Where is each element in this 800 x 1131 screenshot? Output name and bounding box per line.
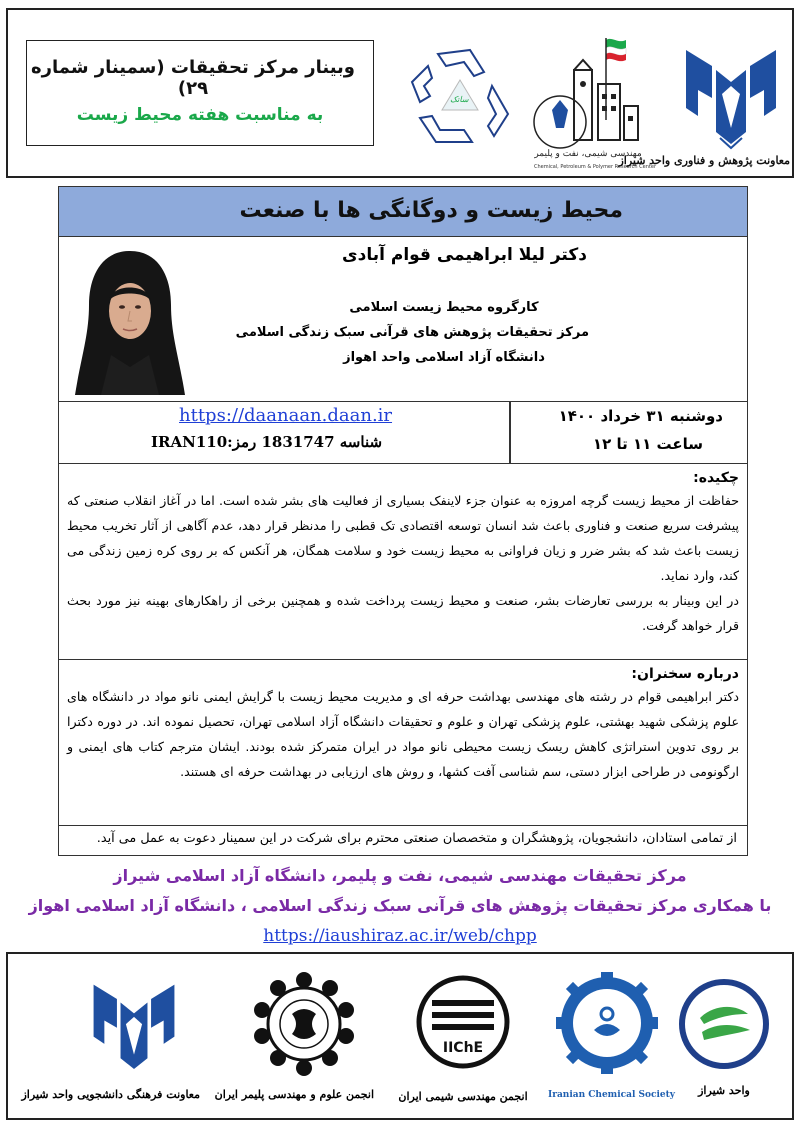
organizer-partner: با همکاری مرکز تحقیقات پژوهش های قرآنی سبک زندگی اسلامی ، دانشگاه آزاد اسلامی اهواز <box>28 896 772 915</box>
webinar-link[interactable]: https://daanaan.daan.ir <box>179 405 393 426</box>
seminar-title: محیط زیست و دوگانگی ها با صنعت <box>239 198 623 223</box>
speaker-affiliation-university: دانشگاه آزاد اسلامی واحد اهواز <box>343 350 545 365</box>
session-date: دوشنبه ۳۱ خرداد ۱۴۰۰ <box>558 407 723 425</box>
iau-logo <box>618 36 790 178</box>
speaker-bio-section <box>59 660 747 826</box>
abstract-paragraph-2: در این وبینار به بررسی تعارضات بشر، صنعت و محیط زیست پرداخت شده و همچنین برخی از راهکارهای بهینه نیز مورد بحث قرار خواهد گرفت. <box>67 593 739 633</box>
abstract-section <box>59 464 747 660</box>
speaker-affiliation-center: مرکز تحقیقات پژوهش های قرآنی سبک زندگی اسلامی <box>235 325 589 340</box>
shiraz-startup-caption: واحد شیراز <box>698 1084 750 1097</box>
chemical-society-caption: Iranian Chemical Society <box>548 1090 676 1100</box>
bio-paragraph: دکتر ابراهیمی قوام در رشته های مهندسی بهداشت حرفه ای و مدیریت محیط زیست با گرایش ایمنی نانو مواد در دانشگاه های علوم پزشکی شهید بهشتی، علوم پزشکی تهران و علوم و تحقیقات دانشگاه آزاد اسلامی تهران، تحصیل نموده اند. در دوره دکترا بر روی تدوین استراتژی کاهش ریسک زیست محیطی نانو مواد در ایران متمرکز شده بودند. ایشان مترجم کتاب های ایمنی و ارگونومی در طراحی ابزار دستی، سم شناسی آفت کشها، و روش های ارزیابی در بهداشت حرفه ای هستند. <box>67 689 739 779</box>
chemical-society-logo <box>548 964 676 1110</box>
session-info-section <box>59 402 747 464</box>
organizer-primary: مرکز تحقیقات مهندسی شیمی، نفت و پلیمر، دانشگاه آزاد اسلامی شیراز <box>113 866 687 885</box>
svg-text:IIChE: IIChE <box>442 1040 484 1056</box>
abstract-paragraph-1: حفاظت از محیط زیست گرچه امروزه به عنوان جزء لاینفک بسیاری از فعالیت های بشر شده است. اما در آغاز انقلاب صنعتی که پیشرفت سریع صنعت و فناوری باعث شد انسان توسعه اقتصادی تک قطبی را مدنظر قرار دهد، عدم آگاهی از آثار تخریب محیط زیست باعث شد که بشر ضرر و زیان فراوانی به محیط زیست خود و سلامت همگان، هر آنکس که بر روی کره زمین زندگی می کند، وارد نماید. <box>67 493 739 583</box>
webinar-occasion: به مناسبت هفته محیط زیست <box>76 105 324 125</box>
meeting-credentials: شناسه 1831747 رمز:IRAN110 <box>151 433 383 451</box>
organizer-link[interactable]: https://iaushiraz.ac.ir/web/chpp <box>263 926 537 946</box>
invitation-text: از تمامی استادان، دانشجویان، پژوهشگران و متخصصان صنعتی محترم برای شرکت در این سمینار دعوت به عمل می آید. <box>96 831 737 846</box>
abstract-heading: چکیده: <box>693 470 739 486</box>
seminar-card <box>58 186 748 856</box>
iau-student-logo <box>21 972 200 1112</box>
cppc-caption-en: Chemical, Petroleum & Polymer Research Center <box>533 164 657 170</box>
recycle-logo <box>400 36 520 156</box>
speaker-affiliation-group: کارگروه محیط زیست اسلامی <box>349 300 539 315</box>
iche-logo <box>398 970 528 1116</box>
session-time: ساعت ۱۱ تا ۱۲ <box>592 435 703 453</box>
footer-frame <box>6 952 794 1120</box>
polymer-society-caption: انجمن علوم و مهندسی پلیمر ایران <box>214 1088 374 1101</box>
satak-logo-text: ساتک <box>450 95 469 104</box>
shiraz-startup-logo <box>674 974 774 1114</box>
iau-student-caption: معاونت فرهنگی دانشجویی واحد شیراز <box>21 1088 200 1101</box>
polymer-society-logo <box>214 968 374 1114</box>
speaker-section <box>59 237 747 402</box>
cppc-caption-fa: مهندسی شیمی، نفت و پلیمر <box>534 149 642 159</box>
header-frame <box>6 8 794 178</box>
card-title-bar <box>59 187 747 237</box>
iau-logo-caption: معاونت پژوهش و فناوری واحد شیراز <box>618 154 790 167</box>
info-divider <box>509 402 511 463</box>
iche-caption: انجمن مهندسی شیمی ایران <box>398 1090 528 1103</box>
webinar-title: وبینار مرکز تحقیقات (سمینار شماره ۲۹) <box>31 57 355 99</box>
webinar-title-box <box>26 40 374 146</box>
speaker-photo <box>71 245 189 395</box>
speaker-name: دکتر لیلا ابراهیمی قوام آبادی <box>342 245 587 265</box>
bio-heading: درباره سخنران: <box>631 666 739 682</box>
